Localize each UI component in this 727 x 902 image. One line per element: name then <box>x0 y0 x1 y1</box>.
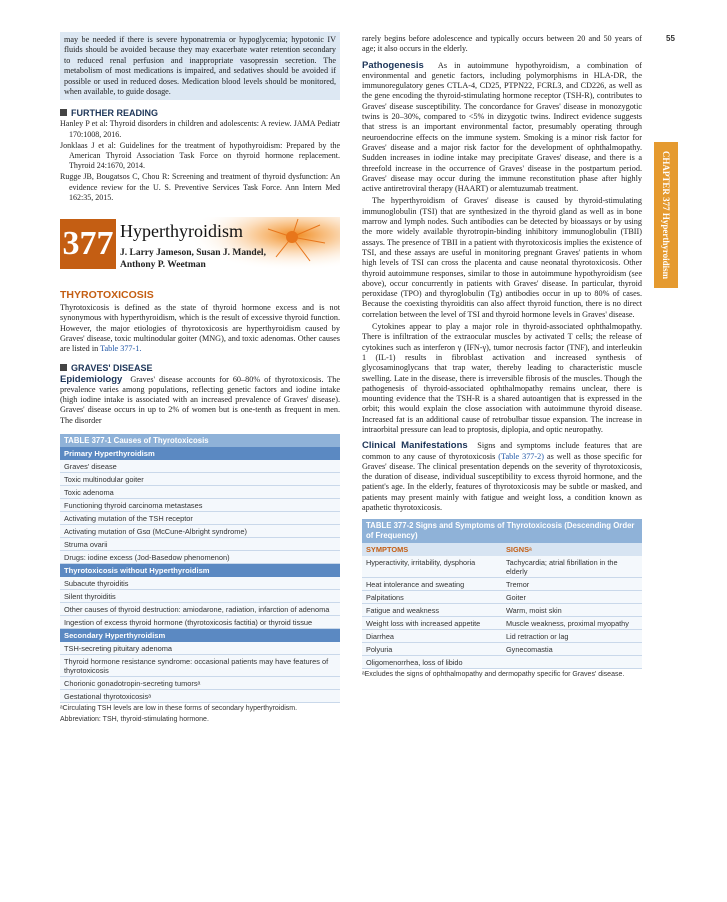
table-caption: TABLE 377-1 Causes of Thyrotoxicosis <box>60 434 340 447</box>
chapter-authors: J. Larry Jameson, Susan J. Mandel, Anthony P. Weetman <box>120 248 266 271</box>
table-row: Functioning thyroid carcinoma metastases <box>60 499 340 512</box>
page-number: 55 <box>666 34 675 43</box>
table-cell: Gynecomastia <box>502 643 642 656</box>
table-row: Chorionic gonadotropin-secreting tumorsᵃ <box>60 677 340 690</box>
chapter-banner <box>60 217 340 281</box>
table-row: Other causes of thyroid destruction: amiodarone, radiation, infarction of adenoma <box>60 603 340 616</box>
column-header-signs: SIGNSᵃ <box>502 543 642 556</box>
table-row: TSH-secreting pituitary adenoma <box>60 642 340 655</box>
table-group-header: Primary Hyperthyroidism <box>60 447 340 460</box>
table-cell: Weight loss with increased appetite <box>362 617 502 630</box>
square-bullet-icon <box>60 364 67 371</box>
table-cell: Muscle weakness, proximal myopathy <box>502 617 642 630</box>
table-row: Struma ovarii <box>60 538 340 551</box>
further-reading-heading: FURTHER READING <box>60 108 340 118</box>
column-header-symptoms: SYMPTOMS <box>362 543 502 556</box>
table-row: Toxic multinodular goiter <box>60 473 340 486</box>
table-row: Graves' disease <box>60 460 340 473</box>
table-377-2-link[interactable]: (Table 377-2) <box>498 451 544 461</box>
table-cell: Tremor <box>502 578 642 591</box>
table-group-header: Secondary Hyperthyroidism <box>60 629 340 642</box>
table-cell: Palpitations <box>362 591 502 604</box>
table-cell: Tachycardia; atrial fibrillation in the elderly <box>502 556 642 578</box>
table-377-1 <box>60 434 340 725</box>
table-cell: Polyuria <box>362 643 502 656</box>
table-row: Activating mutation of the TSH receptor <box>60 512 340 525</box>
table-cell: Oligomenorrhea, loss of libido <box>362 656 502 669</box>
table-row: Subacute thyroiditis <box>60 577 340 590</box>
table-grid <box>362 543 642 669</box>
table-abbreviations: Abbreviation: TSH, thyroid-stimulating hormone. <box>60 715 209 723</box>
table-cell: Fatigue and weakness <box>362 604 502 617</box>
table-cell: Warm, moist skin <box>502 604 642 617</box>
thyrotoxicosis-heading: THYROTOXICOSIS <box>60 289 154 302</box>
table-group-header: Thyrotoxicosis without Hyperthyroidism <box>60 564 340 577</box>
reference-item: Rugge JB, Bougatsos C, Chou R: Screening and treatment of thyroid dysfunction: An evidence review for the U. S. Preventive Services Task Force. Ann Intern Med 162:35, 2015. <box>60 172 340 202</box>
chapter-title: Hyperthyroidism <box>120 221 243 242</box>
left-column <box>60 32 340 725</box>
pathogenesis-paragraph-3: Cytokines appear to play a major role in thyroid-associated ophthalmopathy. There is infiltration of the extraocular muscles by activated T cells; the release of cytokines such as interferon γ (IFN-γ), tumor necrosis factor (TNF), and interleukin 1 (IL-1) results in fibroblast activation and increased synthesis of glycosaminoglycans that trap water, thereby leading to characteristic muscle swelling. Late in the disease, there is irreversible fibrosis of the muscles. Though the pathogenesis of thyroid-associated ophthalmopathy remains unclear, there is mounting evidence that the TSH-R is a shared autoantigen that is expressed in the orbit; this would explain the close association with autoimmune thyroid disease. Increased fat is an additional cause of retrobulbar tissue expansion. The increase in intraorbital pressure can lead to proptosis, diplopia, and optic neuropathy. <box>362 322 642 434</box>
table-377-1-link[interactable]: Table 377-1. <box>100 344 142 354</box>
clinical-manifestations-paragraph: Clinical Manifestations Signs and symptoms include features that are common to any cause of thyrotoxicosis (Table 377-2) as well as those specific for Graves' disease. The clinical presentation depends on the severity of thyrotoxicosis, the duration of disease, individual susceptibility to excess thyroid hormone, and the patient's age. In the elderly, features of thyrotoxicosis may be subtle or masked, and patients may present mainly with fatigue and weight loss, a condition known as apathetic thyrotoxicosis. <box>362 440 643 513</box>
table-footnote: ᵃExcludes the signs of ophthalmopathy and dermopathy specific for Graves' disease. <box>362 671 625 679</box>
table-row: Silent thyroiditis <box>60 590 340 603</box>
chapter-side-tab <box>654 142 678 288</box>
thyrotoxicosis-paragraph: Thyrotoxicosis is defined as the state of thyroid hormone excess and is not synonymous with hyperthyroidism, which is the result of excessive thyroid function. However, the major etiologies of thyrotoxicosis are hyperthyroidism caused by Graves' disease, toxic multinodular goiter (MNG), and toxic adenomas. Other causes are listed in Table 377-1. <box>60 303 340 354</box>
graves-heading: GRAVES' DISEASE <box>60 363 340 373</box>
table-cell <box>502 656 642 669</box>
table-row: Gestational thyrotoxicosisᵃ <box>60 690 340 703</box>
table-row: Toxic adenoma <box>60 486 340 499</box>
reference-item: Hanley P et al: Thyroid disorders in children and adolescents: A review. JAMA Pediatr 170:1008, 2016. <box>60 119 340 139</box>
square-bullet-icon <box>60 109 67 116</box>
table-footnote: ᵃCirculating TSH levels are low in these forms of secondary hyperthyroidism. <box>60 705 298 713</box>
continuation-paragraph: rarely begins before adolescence and typically occurs between 20 and 50 years of age; it also occurs in the elderly. <box>362 34 642 54</box>
epidemiology-paragraph: Epidemiology Graves' disease accounts for 60–80% of thyrotoxicosis. The prevalence varies among populations, reflecting genetic factors and iodine intake (high iodine intake is associated with an increased prevalence of Graves' disease). Graves' disease occurs in up to 2% of women but is one-tenth as frequent in men. The disorder <box>60 373 340 425</box>
pathogenesis-paragraph: Pathogenesis As in autoimmune hypothyroidism, a combination of environmental and genetic factors, including polymorphisms in HLA-DR, the immunoregulatory genes CTLA-4, CD25, PTPN22, FCRL3, and CD226, as well as the gene encoding the thyroid-stimulating hormone receptor (TSH-R), contributes to Graves' disease susceptibility. The concordance for Graves' disease in monozygotic twins is 20–30%, compared to <5% in dizygotic twins. Indirect evidence suggests that stress is an important environmental factor, presumably operating through neuroendocrine effects on the immune system. Smoking is a minor risk factor for Graves' disease and a major risk factor for the development of ophthalmopathy. Sudden increases in iodine intake may precipitate Graves' disease, and there is a threefold increase in the occurrence of Graves' disease in the postpartum period. Graves' disease may occur during the immune reconstitution phase after highly active antiretroviral therapy (HAART) or alemtuzumab treatment. <box>362 59 643 194</box>
table-377-2 <box>362 519 642 680</box>
table-caption: TABLE 377-2 Signs and Symptoms of Thyrotoxicosis (Descending Order of Frequency) <box>362 519 642 543</box>
table-row: Ingestion of excess thyroid hormone (thyrotoxicosis factitia) or thyroid tissue <box>60 616 340 629</box>
chapter-tab-label: CHAPTER 377 Hyperthyroidism <box>661 150 671 280</box>
table-row: Activating mutation of Gsα (McCune-Albright syndrome) <box>60 525 340 538</box>
table-cell: Hyperactivity, irritability, dysphoria <box>362 556 502 578</box>
table-cell: Heat intolerance and sweating <box>362 578 502 591</box>
table-row: Drugs: iodine excess (Jod-Basedow phenomenon) <box>60 551 340 564</box>
table-cell: Goiter <box>502 591 642 604</box>
table-cell: Lid retraction or lag <box>502 630 642 643</box>
pathogenesis-paragraph-2: The hyperthyroidism of Graves' disease is caused by thyroid-stimulating immunoglobulin (TSI) that are synthesized in the thyroid gland as well as in bone marrow and lymph nodes. Such antibodies can be detected by bioassays or by using the more widely available thyrotropin-binding inhibitory immunoglobulin (TBII) assays. The presence of TBII in a patient with thyrotoxicosis implies the existence of TSI, and these assays are useful in monitoring pregnant Graves' patients in whom high levels of TSI can cross the placenta and cause neonatal thyrotoxicosis. Other thyroid autoimmune responses, similar to those in autoimmune hypothyroidism (see above), occur concurrently in patients with Graves' disease. In particular, thyroid peroxidase (TPO) and thyroglobulin (Tg) antibodies occur in up to 80% of cases. Because the coexisting thyroiditis can also affect thyroid function, there is no direct correlation between the level of TSI and thyroid hormone levels in Graves' disease. <box>362 196 642 319</box>
chapter-number: 377 <box>60 219 116 269</box>
reference-item: Jonklaas J et al: Guidelines for the treatment of hypothyroidism: Prepared by the American Thyroid Association Task Force on thyroid hormone replacement. Thyroid 24:1670, 2014. <box>60 140 340 171</box>
right-column <box>362 32 642 680</box>
table-cell: Diarrhea <box>362 630 502 643</box>
previous-chapter-box: may be needed if there is severe hyponatremia or hypoglycemia; hypotonic IV fluids should be avoided because they may exacerbate water retention secondary to reduced renal perfusion and inappropriate vasopressin secretion. The metabolism of most medications is impaired, and sedatives should be avoided if possible or used in reduced doses. Medication blood levels should be monitored, when available, to guide dosage. <box>60 32 340 100</box>
table-row: Thyroid hormone resistance syndrome: occasional patients may have features of thyrotoxicosis <box>60 655 340 677</box>
